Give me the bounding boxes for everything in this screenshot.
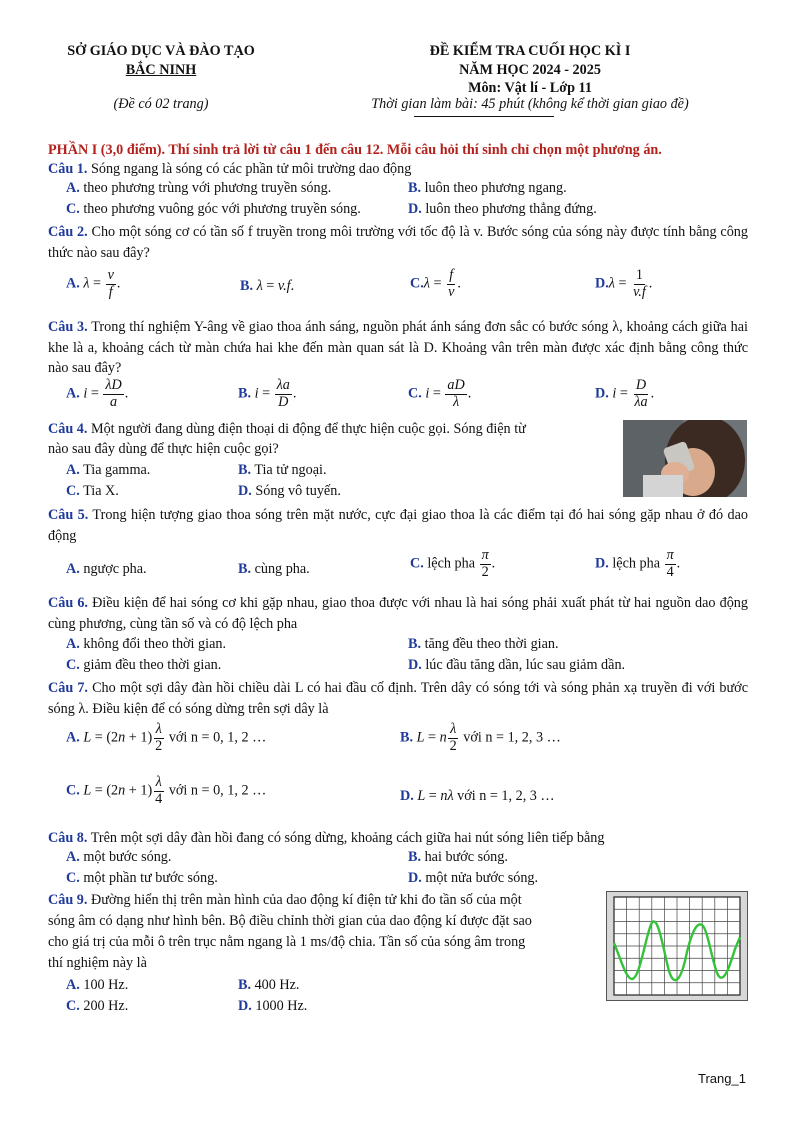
q4-option-b[interactable]: B. Tia tử ngoại. (238, 462, 327, 478)
q1-option-b[interactable]: B. luôn theo phương ngang. (408, 180, 567, 196)
q9-option-b[interactable]: B. 400 Hz. (238, 977, 300, 993)
q4-option-a[interactable]: A. Tia gamma. (66, 462, 151, 478)
q5-option-a[interactable]: A. ngược pha. (66, 561, 147, 577)
q6-option-a[interactable]: A. không đổi theo thời gian. (66, 636, 227, 652)
question-6: Câu 6. Điều kiện để hai sóng cơ khi gặp nhau, giao thoa được với nhau là hai sóng phải xuất phát từ hai nguồn dao động cùng phương, cùng tần số và có độ lệch pha (48, 595, 748, 632)
q2-option-a[interactable]: A. λ = $\frac{v}{f}$ . (66, 267, 121, 300)
q3-option-b[interactable]: B. i = $\frac{\lambda a}{D}$ . (238, 377, 297, 410)
q8-option-b[interactable]: B. hai bước sóng. (408, 849, 508, 865)
school-province: BẮC NINH (125, 62, 197, 78)
question-9-line2: sóng âm có dạng như hình bên. Bộ điều chỉnh thời gian của dao động kí được đặt sao (48, 913, 532, 929)
q2-option-b[interactable]: B. λ = v.f. (240, 278, 295, 294)
question-2: Câu 2. Cho một sóng cơ có tần số f truyền trong môi trường với tốc độ là v. Bước sóng của sóng này được tính bằng công thức nào sau đây? (48, 224, 748, 261)
q3-option-c[interactable]: C. i = $\frac{aD}{\lambda}$ . (408, 377, 472, 410)
school-dept: SỞ GIÁO DỤC VÀ ĐÀO TẠO (67, 43, 255, 59)
q6-option-d[interactable]: D. lúc đầu tăng dần, lúc sau giảm dần. (408, 657, 626, 673)
exam-title: ĐỀ KIỂM TRA CUỐI HỌC KÌ I (429, 43, 631, 59)
question-5: Câu 5. Trong hiện tượng giao thoa sóng trên mặt nước, cực đại giao thoa là các điểm tại đó hai sóng gặp nhau ở đó dao động (48, 507, 748, 544)
q8-option-a[interactable]: A. một bước sóng. (66, 849, 172, 865)
q5-option-d[interactable]: D. lệch pha $\frac{\pi}{4}$ . (595, 547, 681, 580)
phone-call-photo (623, 420, 747, 497)
q3-option-a[interactable]: A. i = $\frac{\lambda D}{a}$ . (66, 377, 129, 410)
q5-option-b[interactable]: B. cùng pha. (238, 561, 310, 577)
question-1: Câu 1. Sóng ngang là sóng có các phần tử môi trường dao động (48, 161, 412, 177)
part-heading: PHẦN I (3,0 điểm). Thí sinh trả lời từ câu 1 đến câu 12. Mỗi câu hỏi thí sinh chỉ chọn một phương án. (48, 142, 662, 158)
q4-option-d[interactable]: D. Sóng vô tuyến. (238, 483, 341, 499)
question-4-line2: nào sau đây dùng để thực hiện cuộc gọi? (48, 441, 279, 457)
page-count-note: (Đề có 02 trang) (113, 96, 209, 112)
q7-option-b[interactable]: B. L = n $\frac{\lambda}{2}$ với n = 1, 2, 3 … (400, 721, 561, 754)
q8-option-c[interactable]: C. một phần tư bước sóng. (66, 870, 218, 886)
q6-option-c[interactable]: C. giảm đều theo thời gian. (66, 657, 222, 673)
q4-option-c[interactable]: C. Tia X. (66, 483, 119, 499)
q6-option-b[interactable]: B. tăng đều theo thời gian. (408, 636, 559, 652)
question-8: Câu 8. Trên một sợi dây đàn hồi đang có sóng dừng, khoảng cách giữa hai nút sóng liên tiếp bằng (48, 830, 605, 846)
page-number: Trang_1 (698, 1071, 746, 1086)
q7-option-c[interactable]: C. L = (2n + 1) $\frac{\lambda}{4}$ với n = 0, 1, 2 … (66, 774, 267, 807)
subject: Môn: Vật lí - Lớp 11 (468, 80, 592, 96)
q7-option-a[interactable]: A. L = (2n + 1) $\frac{\lambda}{2}$ với n = 0, 1, 2 … (66, 721, 267, 754)
q1-option-c[interactable]: C. theo phương vuông góc với phương truyền sóng. (66, 201, 361, 217)
q9-option-c[interactable]: C. 200 Hz. (66, 998, 129, 1014)
q7-option-d[interactable]: D. L = nλ với n = 1, 2, 3 … (400, 788, 555, 804)
question-9-line3: cho giá trị của mỗi ô trên trục nằm ngang là 1 ms/độ chia. Tần số của sóng âm trong (48, 934, 526, 950)
q2-option-c[interactable]: C.λ = $\frac{f}{v}$ . (410, 267, 461, 300)
question-9-line4: thí nghiệm này là (48, 955, 147, 971)
q9-option-a[interactable]: A. 100 Hz. (66, 977, 129, 993)
q1-option-d[interactable]: D. luôn theo phương thẳng đứng. (408, 201, 597, 217)
time-limit: Thời gian làm bài: 45 phút (không kể thời gian giao đề) (371, 96, 689, 112)
q5-option-c[interactable]: C. lệch pha $\frac{\pi}{2}$ . (410, 547, 496, 580)
question-3: Câu 3. Trong thí nghiệm Y-âng về giao thoa ánh sáng, nguồn phát ánh sáng đơn sắc có bước sóng λ, khoảng cách giữa hai khe là a, khoảng cách từ màn chứa hai khe đến màn quan sát là D. Khoảng vân trên màn được xác định bằng công thức nào sau đây? (48, 319, 748, 376)
q1-option-a[interactable]: A. theo phương trùng với phương truyền sóng. (66, 180, 332, 196)
header-divider (414, 116, 554, 117)
question-7: Câu 7. Cho một sợi dây đàn hồi chiều dài L có hai đầu cố định. Trên dây có sóng tới và sóng phản xạ truyền đi với bước sóng λ. Điều kiện để có sóng dừng trên sợi dây là (48, 680, 748, 717)
q9-option-d[interactable]: D. 1000 Hz. (238, 998, 308, 1014)
question-4: Câu 4. Một người đang dùng điện thoại di động để thực hiện cuộc gọi. Sóng điện từ (48, 421, 526, 437)
question-9: Câu 9. Đường hiển thị trên màn hình của dao động kí điện tử khi đo tần số của một (48, 892, 522, 908)
q2-option-d[interactable]: D.λ = $\frac{1}{v.f}$ . (595, 267, 653, 300)
q3-option-d[interactable]: D. i = $\frac{D}{\lambda a}$ . (595, 377, 655, 410)
oscilloscope-figure (606, 891, 748, 1001)
q8-option-d[interactable]: D. một nửa bước sóng. (408, 870, 539, 886)
school-year: NĂM HỌC 2024 - 2025 (459, 62, 601, 78)
